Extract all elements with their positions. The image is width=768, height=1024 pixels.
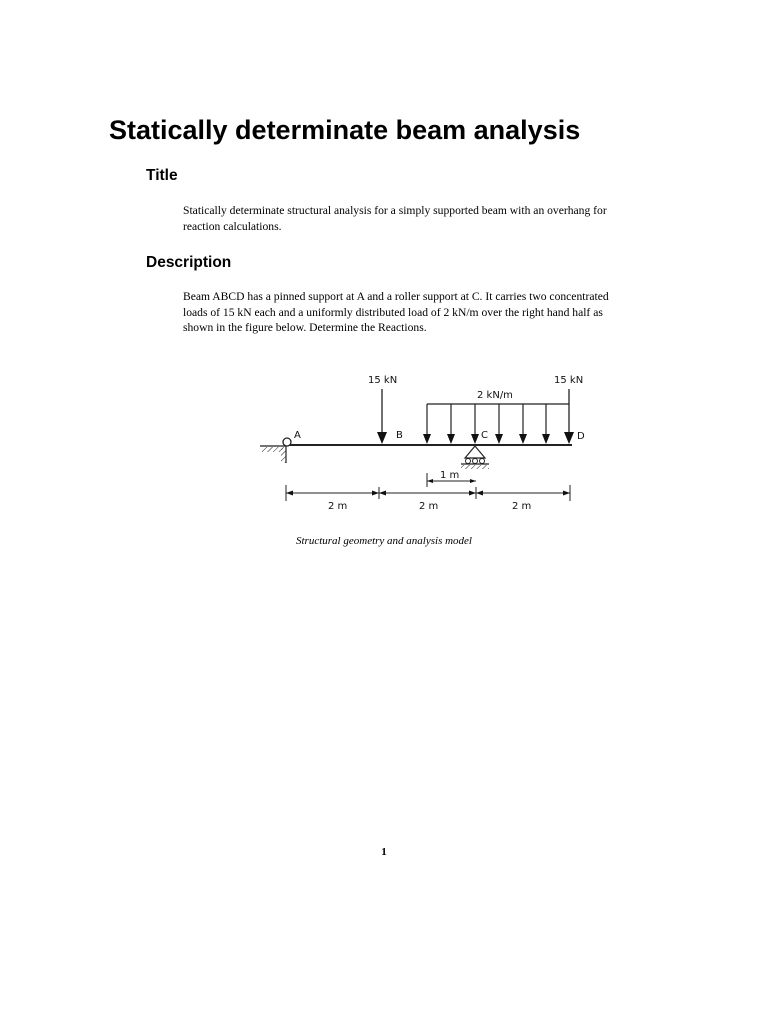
point-c-label: C (481, 430, 488, 441)
point-load-d-arrow (564, 389, 574, 444)
point-d-label: D (577, 431, 585, 442)
udl-offset-label: 1 m (440, 470, 460, 481)
dimension-lines (286, 473, 570, 501)
point-a-label: A (294, 430, 301, 441)
udl-arrow (423, 404, 431, 444)
udl-arrow (495, 404, 503, 444)
udl-arrow (519, 404, 527, 444)
figure-caption: Structural geometry and analysis model (296, 535, 472, 547)
udl-label: 2 kN/m (477, 390, 513, 401)
span-bc-label: 2 m (419, 501, 439, 512)
udl-arrow (447, 404, 455, 444)
load-d-label: 15 kN (554, 375, 584, 386)
pin-support-a (283, 438, 291, 446)
beam-diagram (256, 367, 592, 517)
description-paragraph: Beam ABCD has a pinned support at A and a roller support at C. It carries two concentrated loads of 15 kN each and a uniformly distributed load of 2 kN/m over the right hand half as shown in the figure below. Determine the Reactions. (183, 290, 609, 334)
load-b-label: 15 kN (368, 375, 398, 386)
distributed-load (423, 404, 569, 444)
section-heading-description: Description (146, 254, 232, 271)
point-load-b-arrow (377, 389, 387, 444)
roller-support-c (461, 446, 489, 469)
section-heading-title: Title (146, 167, 178, 184)
title-paragraph: Statically determinate structural analysis for a simply supported beam with an overhang for reaction calculations. (183, 204, 607, 233)
udl-arrow (471, 404, 479, 444)
udl-arrow (542, 404, 550, 444)
beam-figure (256, 367, 592, 517)
span-ab-label: 2 m (328, 501, 348, 512)
wall-support-a (260, 446, 286, 463)
point-b-label: B (396, 430, 403, 441)
document-title: Statically determinate beam analysis (109, 115, 581, 145)
page-number: 1 (381, 846, 387, 858)
span-cd-label: 2 m (512, 501, 532, 512)
